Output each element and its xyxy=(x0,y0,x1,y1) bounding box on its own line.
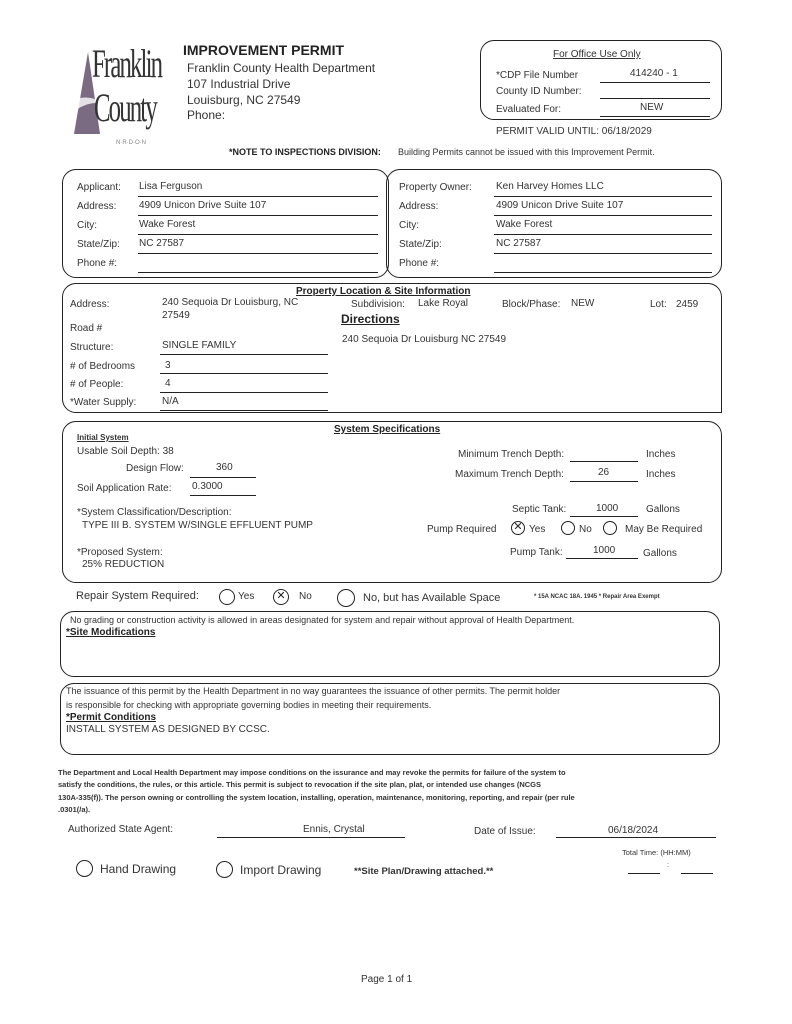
site-plan-attached: **Site Plan/Drawing attached.** xyxy=(354,866,494,877)
repair-no-label: No xyxy=(299,591,312,602)
owner-address-line xyxy=(494,215,712,216)
pump-tank-label: Pump Tank: xyxy=(510,547,563,558)
total-time-minutes[interactable] xyxy=(681,873,713,874)
legal-line-2: satisfy the conditions, the rules, or this article. This permit is subject to revocation if the site plan, plat, or intended use changes (NCGS xyxy=(58,780,542,789)
county-id-line xyxy=(600,98,710,99)
pump-no-label: No xyxy=(579,524,592,535)
repair-yes-label: Yes xyxy=(238,591,255,602)
page-number: Page 1 of 1 xyxy=(361,974,413,985)
cdp-file-line xyxy=(600,82,710,83)
date-of-issue-label: Date of Issue: xyxy=(474,826,536,837)
pump-tank-line xyxy=(566,558,638,559)
date-of-issue-line xyxy=(556,837,716,838)
design-flow-line xyxy=(190,477,256,478)
directions-heading: Directions xyxy=(341,312,400,326)
initial-system-label: Initial System xyxy=(77,433,129,442)
owner-name-value[interactable]: Ken Harvey Homes LLC xyxy=(496,181,604,192)
evaluated-for-label: Evaluated For: xyxy=(496,104,562,115)
owner-statezip-label: State/Zip: xyxy=(399,239,442,250)
people-value[interactable]: 4 xyxy=(165,378,171,389)
directions-text[interactable]: 240 Sequoia Dr Louisburg NC 27549 xyxy=(342,334,506,345)
max-trench-label: Maximum Trench Depth: xyxy=(455,469,564,480)
applicant-statezip-value[interactable]: NC 27587 xyxy=(139,238,185,249)
lot-value[interactable]: 2459 xyxy=(676,299,699,310)
people-line xyxy=(160,392,328,393)
applicant-city-line xyxy=(138,234,378,235)
block-phase-value[interactable]: NEW xyxy=(571,298,595,309)
cdp-file-label: *CDP File Number xyxy=(496,70,579,81)
owner-name-line xyxy=(494,196,712,197)
design-flow-value[interactable]: 360 xyxy=(216,462,233,473)
repair-label: Repair System Required: xyxy=(76,590,199,602)
applicant-statezip-line xyxy=(138,253,378,254)
owner-city-label: City: xyxy=(399,220,419,231)
system-specs-heading: System Specifications xyxy=(334,424,441,435)
structure-line xyxy=(160,354,328,355)
total-time-hours[interactable] xyxy=(628,873,660,874)
hand-drawing-radio[interactable] xyxy=(76,860,93,877)
property-heading: Property Location & Site Information xyxy=(296,286,471,297)
pump-yes-label: Yes xyxy=(529,524,546,535)
road-label: Road # xyxy=(70,323,103,334)
proposed-system-label: *Proposed System: xyxy=(77,547,163,558)
min-trench-unit: Inches xyxy=(646,449,676,460)
applicant-city-value[interactable]: Wake Forest xyxy=(139,219,196,230)
county-id-label: County ID Number: xyxy=(496,86,582,97)
cdp-file-value[interactable]: 414240 - 1 xyxy=(630,68,678,79)
pump-tank-unit: Gallons xyxy=(643,548,677,559)
applicant-statezip-label: State/Zip: xyxy=(77,239,120,250)
soil-rate-line xyxy=(190,495,256,496)
pump-maybe-radio[interactable] xyxy=(603,521,617,535)
site-mod-notice: No grading or construction activity is allowed in areas designated for system and repair without approval of Health Department. xyxy=(70,615,575,625)
logo-text-county: County xyxy=(94,85,156,130)
evaluated-for-line xyxy=(600,116,710,117)
bedrooms-value[interactable]: 3 xyxy=(165,360,171,371)
logo-tagline: N·R·D·O·N xyxy=(116,140,146,146)
franklin-county-logo xyxy=(66,42,166,152)
repair-space-radio[interactable] xyxy=(337,589,355,607)
subdivision-value[interactable]: Lake Royal xyxy=(418,298,469,309)
agent-label: Authorized State Agent: xyxy=(68,824,174,835)
proposed-system-value[interactable]: 25% REDUCTION xyxy=(82,559,165,570)
total-time-label: Total Time: (HH:MM) xyxy=(622,848,691,857)
property-address-label: Address: xyxy=(70,299,110,310)
soil-rate-value[interactable]: 0.3000 xyxy=(192,481,223,492)
site-mod-heading: *Site Modifications xyxy=(66,627,156,638)
septic-tank-label: Septic Tank: xyxy=(512,504,567,515)
people-label: # of People: xyxy=(70,379,124,390)
pump-yes-radio-checked[interactable]: ✕ xyxy=(511,521,525,535)
structure-label: Structure: xyxy=(70,342,114,353)
classification-label: *System Classification/Description: xyxy=(77,507,232,518)
repair-yes-radio[interactable] xyxy=(219,589,235,605)
usable-soil-depth: Usable Soil Depth: 38 xyxy=(77,446,174,457)
legal-line-4: .0301(/a). xyxy=(58,805,91,814)
applicant-phone-line xyxy=(138,272,378,273)
classification-value[interactable]: TYPE III B. SYSTEM W/SINGLE EFFLUENT PUMP xyxy=(82,520,313,531)
department-phone-label: Phone: xyxy=(187,108,226,122)
date-of-issue-value[interactable]: 06/18/2024 xyxy=(608,825,659,836)
hand-drawing-label: Hand Drawing xyxy=(100,862,177,876)
repair-space-label: No, but has Available Space xyxy=(363,592,501,604)
applicant-name-value[interactable]: Lisa Ferguson xyxy=(139,181,203,192)
repair-no-radio-checked[interactable]: ✕ xyxy=(273,589,289,605)
bedrooms-label: # of Bedrooms xyxy=(70,361,136,372)
water-supply-label: *Water Supply: xyxy=(70,397,137,408)
repair-exempt-note: * 15A NCAC 18A. 1945 * Repair Area Exempt xyxy=(534,594,660,600)
agent-value[interactable]: Ennis, Crystal xyxy=(303,824,365,835)
pump-maybe-label: May Be Required xyxy=(625,524,703,535)
subdivision-label: Subdivision: xyxy=(351,299,405,310)
applicant-phone-label: Phone #: xyxy=(77,258,118,269)
applicant-city-label: City: xyxy=(77,220,97,231)
block-phase-label: Block/Phase: xyxy=(502,299,561,310)
septic-tank-value[interactable]: 1000 xyxy=(596,503,619,514)
conditions-notice-line1: The issuance of this permit by the Health Department in no way guarantees the issuance of other permits. The permit holder xyxy=(66,686,561,696)
owner-name-label: Property Owner: xyxy=(399,182,472,193)
property-address-line2[interactable]: 27549 xyxy=(162,310,190,321)
owner-address-label: Address: xyxy=(399,201,439,212)
applicant-address-label: Address: xyxy=(77,201,117,212)
owner-city-value[interactable]: Wake Forest xyxy=(496,219,553,230)
page-title: IMPROVEMENT PERMIT xyxy=(183,42,345,58)
design-flow-label: Design Flow: xyxy=(126,463,184,474)
permit-valid-until: PERMIT VALID UNTIL: 06/18/2029 xyxy=(496,126,652,137)
min-trench-label: Minimum Trench Depth: xyxy=(458,449,565,460)
owner-phone-line xyxy=(494,272,712,273)
max-trench-unit: Inches xyxy=(646,469,676,480)
pump-no-radio[interactable] xyxy=(561,521,575,535)
min-trench-line xyxy=(570,461,638,462)
permit-conditions-heading: *Permit Conditions xyxy=(66,712,157,723)
legal-line-1: The Department and Local Health Department may impose conditions on the issurance and may revoke the permits for failure of the system to xyxy=(58,768,566,777)
applicant-name-label: Applicant: xyxy=(77,182,121,193)
septic-tank-line xyxy=(570,516,638,517)
evaluated-for-value[interactable]: NEW xyxy=(640,102,664,113)
note-label: *NOTE TO INSPECTIONS DIVISION: xyxy=(229,147,381,157)
owner-phone-label: Phone #: xyxy=(399,258,440,269)
property-address-line1[interactable]: 240 Sequoia Dr Louisburg, NC xyxy=(162,297,299,308)
owner-address-value[interactable]: 4909 Unicon Drive Suite 107 xyxy=(496,200,624,211)
applicant-address-value[interactable]: 4909 Unicon Drive Suite 107 xyxy=(139,200,267,211)
logo-text-franklin: Franklin xyxy=(92,41,162,86)
conditions-notice-line2: is responsible for checking with appropriate governing bodies in meeting their requirements. xyxy=(66,700,432,710)
owner-city-line xyxy=(494,234,712,235)
total-time-separator: : xyxy=(667,862,669,869)
max-trench-value[interactable]: 26 xyxy=(598,467,610,478)
septic-tank-unit: Gallons xyxy=(646,504,680,515)
department-street: 107 Industrial Drive xyxy=(187,77,291,91)
import-drawing-label: Import Drawing xyxy=(240,863,322,877)
pump-required-label: Pump Required xyxy=(427,524,497,535)
water-supply-line xyxy=(160,410,328,411)
import-drawing-radio[interactable] xyxy=(216,861,233,878)
owner-statezip-line xyxy=(494,253,712,254)
applicant-name-line xyxy=(138,196,378,197)
pump-tank-value[interactable]: 1000 xyxy=(593,545,616,556)
structure-value[interactable]: SINGLE FAMILY xyxy=(162,340,237,351)
department-name: Franklin County Health Department xyxy=(187,61,376,75)
applicant-address-line xyxy=(138,215,378,216)
department-city: Louisburg, NC 27549 xyxy=(187,93,301,107)
legal-line-3: 130A-335(f)). The person owning or controlling the system location, installing, operation, maintenance, monitoring, reporting, and repair (per rule xyxy=(58,793,575,802)
office-use-heading: For Office Use Only xyxy=(553,49,641,60)
owner-statezip-value[interactable]: NC 27587 xyxy=(496,238,542,249)
max-trench-line xyxy=(570,481,638,482)
soil-rate-label: Soil Application Rate: xyxy=(77,483,172,494)
note-text: Building Permits cannot be issued with this Improvement Permit. xyxy=(398,147,655,157)
bedrooms-line xyxy=(160,373,328,374)
water-supply-value[interactable]: N/A xyxy=(162,396,179,407)
lot-label: Lot: xyxy=(650,299,667,310)
agent-line xyxy=(217,837,405,838)
permit-conditions-text[interactable]: INSTALL SYSTEM AS DESIGNED BY CCSC. xyxy=(66,724,270,735)
